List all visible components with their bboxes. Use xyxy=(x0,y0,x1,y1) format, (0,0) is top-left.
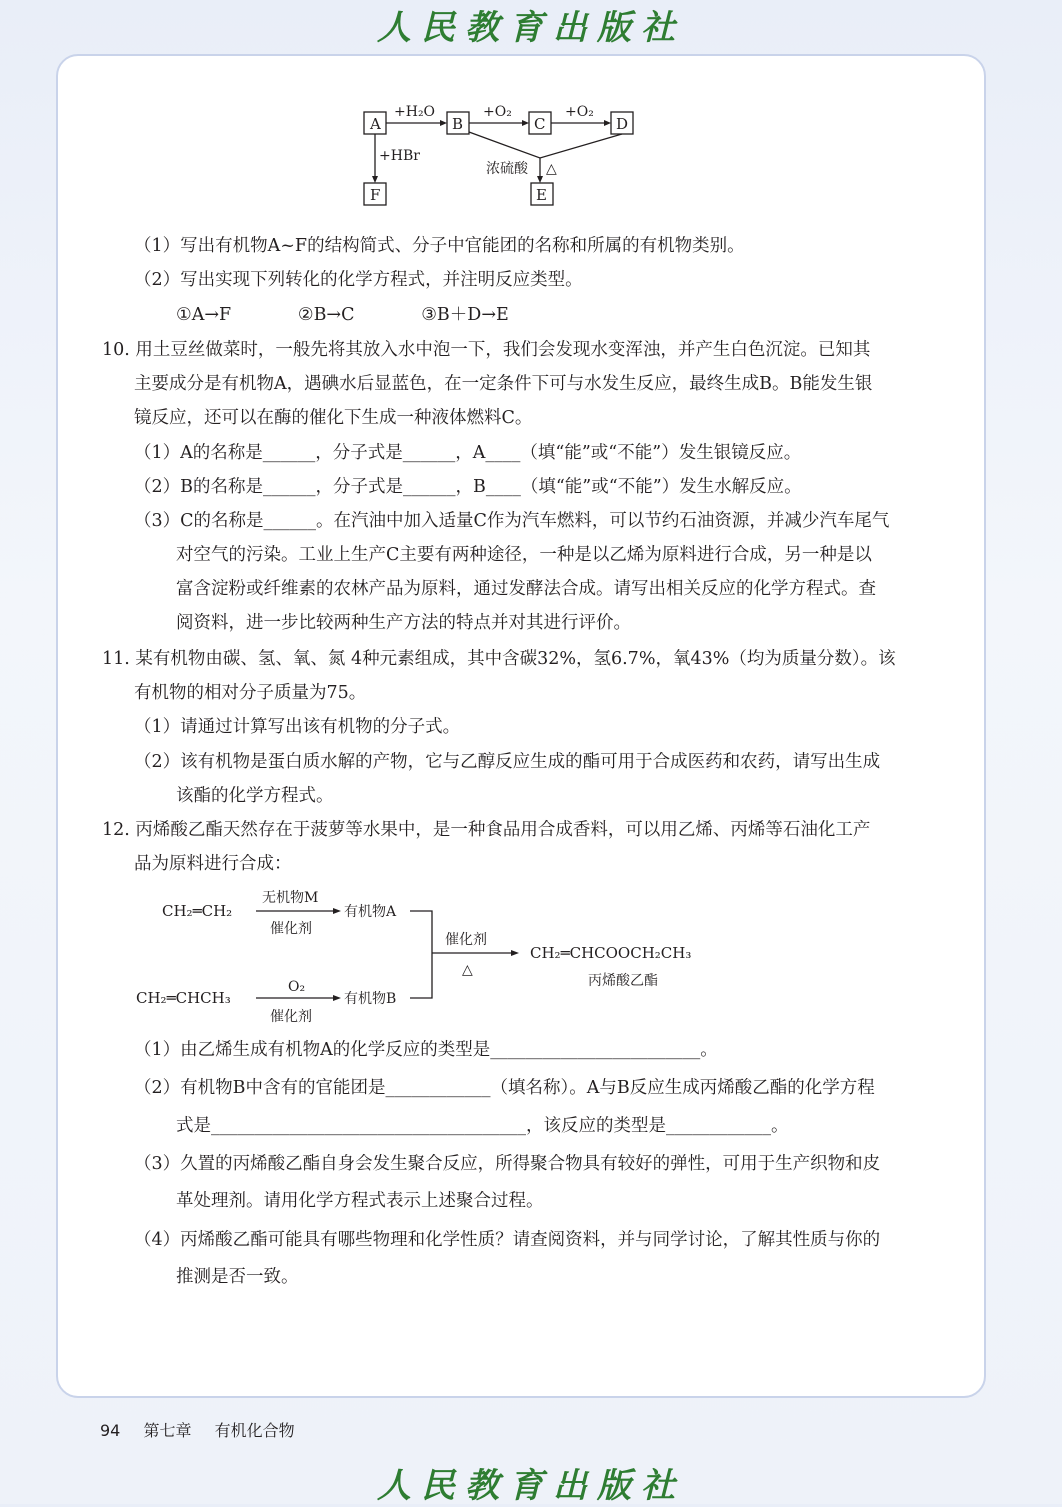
publisher-logo-bottom: 人民教育出版社 xyxy=(377,1466,685,1506)
label-heat: △ xyxy=(546,161,557,177)
ethylene: CH₂═CH₂ xyxy=(162,902,233,920)
q9-part2-items: ①A→F ②B→C ③B＋D→E xyxy=(176,305,509,325)
publisher-logo-top: 人民教育出版社 xyxy=(377,8,685,48)
node-e: E xyxy=(536,186,547,204)
q10-part2: （2）B的名称是______，分子式是______，B____（填“能”或“不能”）发生水解反应。 xyxy=(134,477,802,497)
q10-part3-line3: 富含淀粉或纤维素的农林产品为原料，通过发酵法合成。请写出相关反应的化学方程式。查 xyxy=(176,579,876,599)
q12-part2-line2: 式是____________________________________，该反应的类型是____________。 xyxy=(176,1116,789,1136)
label-plus-water: +H₂O xyxy=(394,104,436,120)
q11-part2-line1: （2）该有机物是蛋白质水解的产物，它与乙醇反应生成的酯可用于合成医药和农药，请写出生成 xyxy=(134,752,881,772)
label-plus-oxygen-2: +O₂ xyxy=(565,104,594,120)
q12-stem-line1: 12. 丙烯酸乙酯天然存在于菠萝等水果中，是一种食品用合成香料，可以用乙烯、丙烯等石油化工产 xyxy=(102,820,871,840)
node-f: F xyxy=(370,186,381,204)
node-d: D xyxy=(616,115,629,133)
chapter-label: 第七章 xyxy=(143,1421,192,1440)
label-plus-hbr: +HBr xyxy=(379,148,420,164)
q12-part2-line1: （2）有机物B中含有的官能团是____________（填名称）。A与B反应生成丙烯酸乙酯的化学方程 xyxy=(134,1078,875,1098)
product-b: 有机物B xyxy=(344,991,397,1007)
q12-part4-line1: （4）丙烯酸乙酯可能具有哪些物理和化学性质？请查阅资料，并与同学讨论，了解其性质与你的 xyxy=(134,1230,881,1250)
oxygen-reagent: O₂ xyxy=(288,979,306,995)
catalyst-2: 催化剂 xyxy=(270,1009,312,1025)
q12-stem-line2: 品为原料进行合成： xyxy=(134,854,292,874)
ester-name: 丙烯酸乙酯 xyxy=(588,973,658,989)
q9-part2: （2）写出实现下列转化的化学方程式，并注明反应类型。 xyxy=(134,270,583,290)
q10-stem-line3: 镜反应，还可以在酶的催化下生成一种液体燃料C。 xyxy=(134,408,533,428)
node-a: A xyxy=(370,115,381,133)
q11-part1: （1）请通过计算写出该有机物的分子式。 xyxy=(134,717,461,737)
ester-formula: CH₂═CHCOOCH₂CH₃ xyxy=(530,944,692,962)
reagent-m: 无机物M xyxy=(262,890,319,906)
q10-stem-line2: 主要成分是有机物A，遇碘水后显蓝色，在一定条件下可与水发生反应，最终生成B。B能发生银 xyxy=(134,374,873,394)
catalyst-1: 催化剂 xyxy=(270,921,312,937)
q10-part3-line4: 阅资料，进一步比较两种生产方法的特点并对其进行评价。 xyxy=(176,613,631,633)
q10-part3-line1: （3）C的名称是______。在汽油中加入适量C作为汽车燃料，可以节约石油资源，并减少汽车尾气 xyxy=(134,511,890,531)
q11-stem-line2: 有机物的相对分子质量为75。 xyxy=(134,683,367,703)
heat-symbol: △ xyxy=(462,962,473,978)
catalyst-3: 催化剂 xyxy=(445,932,487,948)
propylene: CH₂═CHCH₃ xyxy=(136,989,231,1007)
q10-part3-line2: 对空气的污染。工业上生产C主要有两种途径，一种是以乙烯为原料进行合成，另一种是以 xyxy=(176,545,872,565)
q11-stem-line1: 11. 某有机物由碳、氢、氧、氮 4种元素组成，其中含碳32%，氢6.7%，氧43%（均为质量分数）。该 xyxy=(102,649,896,669)
product-a: 有机物A xyxy=(344,904,397,920)
q12-part4-line2: 推测是否一致。 xyxy=(176,1267,299,1287)
node-c: C xyxy=(534,115,546,133)
q11-part2-line2: 该酯的化学方程式。 xyxy=(176,786,334,806)
q12-part3-line2: 革处理剂。请用化学方程式表示上述聚合过程。 xyxy=(176,1191,544,1211)
page-footer xyxy=(100,1418,313,1441)
chapter-title: 有机化合物 xyxy=(214,1421,295,1440)
q9-part1: （1）写出有机物A~F的结构简式、分子中官能团的名称和所属的有机物类别。 xyxy=(134,236,745,256)
q10-stem-line1: 10. 用土豆丝做菜时，一般先将其放入水中泡一下，我们会发现水变浑浊，并产生白色沉淀。已知其 xyxy=(102,340,871,360)
label-conc-sulfuric-acid: 浓硫酸 xyxy=(486,161,528,177)
join-bracket xyxy=(410,911,432,998)
node-b: B xyxy=(452,115,464,133)
q10-part1: （1）A的名称是______，分子式是______，A____（填“能”或“不能”）发生银镜反应。 xyxy=(134,443,802,463)
page-number: 94 xyxy=(100,1421,121,1440)
q12-part1: （1）由乙烯生成有机物A的化学反应的类型是________________________。 xyxy=(134,1040,718,1060)
q12-part3-line1: （3）久置的丙烯酸乙酯自身会发生聚合反应，所得聚合物具有较好的弹性，可用于生产织物和皮 xyxy=(134,1154,881,1174)
label-plus-oxygen-1: +O₂ xyxy=(483,104,512,120)
